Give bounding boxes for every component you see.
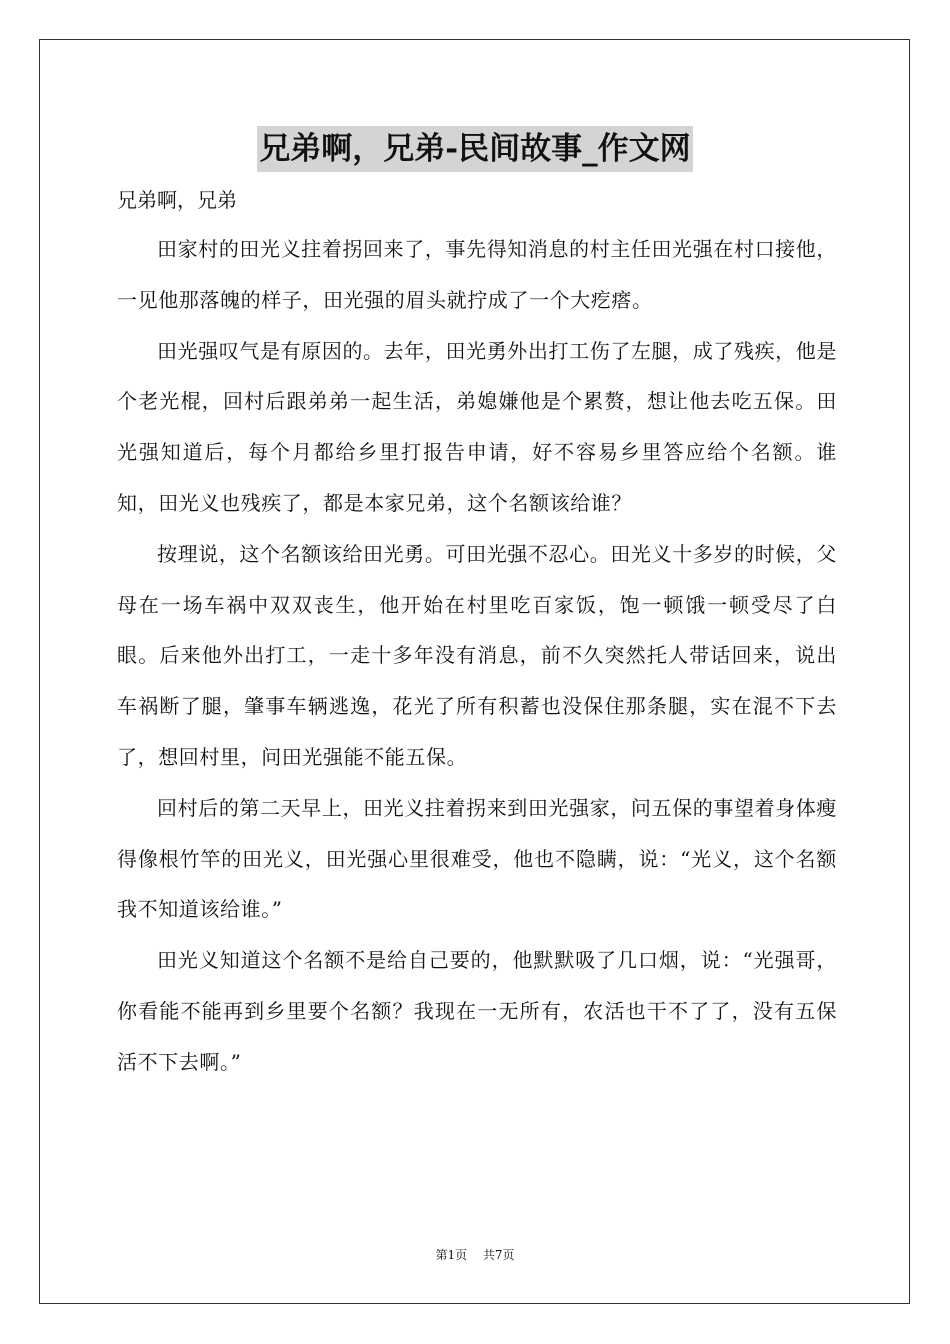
document-title: 兄弟啊，兄弟-民间故事_作文网 xyxy=(257,126,692,172)
paragraph: 回村后的第二天早上，田光义拄着拐来到田光强家，问五保的事望着身体瘦得像根竹竿的田光义，田光强心里很难受，他也不隐瞒，说：“光义，这个名额我不知道该给谁。” xyxy=(117,795,837,922)
page-number: 第1页 xyxy=(435,1248,468,1262)
paragraph: 田家村的田光义拄着拐回来了，事先得知消息的村主任田光强在村口接他，一见他那落魄的样子，田光强的眉头就拧成了一个大疙瘩。 xyxy=(117,237,837,312)
document-subtitle: 兄弟啊，兄弟 xyxy=(117,188,237,212)
page-footer xyxy=(0,1246,950,1263)
paragraph: 按理说，这个名额该给田光勇。可田光强不忍心。田光义十多岁的时候，父母在一场车祸中双双丧生，他开始在村里吃百家饭，饱一顿饿一顿受尽了白眼。后来他外出打工，一走十多年没有消息，前不久突然托人带话回来，说出车祸断了腿，肇事车辆逃逸，花光了所有积蓄也没保住那条腿，实在混不下去了，想回村里，问田光强能不能五保。 xyxy=(117,541,837,769)
title-wrap xyxy=(0,126,950,172)
paragraph: 田光强叹气是有原因的。去年，田光勇外出打工伤了左腿，成了残疾，他是个老光棍，回村后跟弟弟一起生活，弟媳嫌他是个累赘，想让他去吃五保。田光强知道后，每个月都给乡里打报告申请，好不容易乡里答应给个名额。谁知，田光义也残疾了，都是本家兄弟，这个名额该给谁？ xyxy=(117,338,837,515)
paragraph: 田光义知道这个名额不是给自己要的，他默默吸了几口烟，说：“光强哥，你看能不能再到乡里要个名额？我现在一无所有，农活也干不了了，没有五保活不下去啊。” xyxy=(117,948,837,1074)
document-body xyxy=(117,176,837,1088)
page-total: 共7页 xyxy=(482,1248,515,1262)
